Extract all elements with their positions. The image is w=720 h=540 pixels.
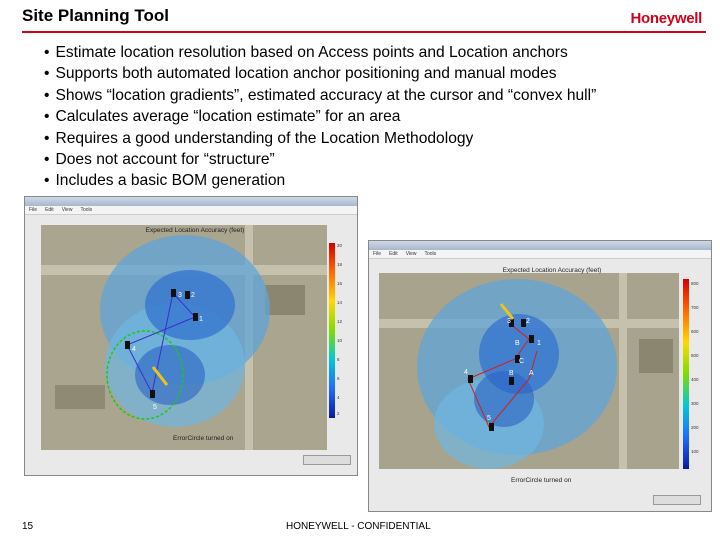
scale-tick: 20 (337, 243, 343, 248)
scale-tick: 2 (337, 411, 340, 416)
anchor-marker (125, 341, 130, 349)
marker-label: 4 (464, 369, 468, 376)
anchor-marker (529, 335, 534, 343)
bullet-list (44, 42, 596, 192)
menu-bar: File Edit View Tools (25, 206, 357, 215)
marker-label: 1 (537, 340, 541, 347)
status-text: ErrorCircle turned on (173, 435, 234, 442)
title-divider (22, 31, 706, 33)
window-titlebar (25, 197, 357, 206)
anchor-marker (489, 423, 494, 431)
right-app-screenshot (368, 240, 712, 512)
anchor-marker (171, 289, 176, 297)
anchor-marker (185, 291, 190, 299)
anchor-marker (468, 375, 473, 383)
color-scale-bar (329, 243, 335, 418)
transparency-slider[interactable] (653, 495, 701, 505)
bullet-item: • Does not account for “structure” (44, 149, 596, 170)
scale-tick: 12 (337, 319, 343, 324)
page-number: 15 (22, 521, 34, 532)
left-app-screenshot (24, 196, 358, 476)
marker-label: 2 (191, 292, 195, 299)
bullet-item: • Shows “location gradients”, estimated accuracy at the cursor and “convex hull” (44, 85, 596, 106)
bullet-item: • Estimate location resolution based on Access points and Location anchors (44, 42, 596, 63)
heat-blob (135, 345, 205, 405)
slide-title: Site Planning Tool (22, 6, 170, 25)
confidential-notice: HONEYWELL - CONFIDENTIAL (286, 521, 431, 532)
marker-label: 1 (199, 316, 203, 323)
marker-label: 3 (178, 292, 182, 299)
marker-label: B (509, 370, 514, 377)
marker-label: 5 (153, 404, 157, 411)
scale-tick: 400 (691, 377, 699, 382)
scale-tick: 18 (337, 262, 343, 267)
scale-tick: 800 (691, 281, 699, 286)
plot-title: Expected Location Accuracy (feet) (502, 267, 602, 274)
bullet-item: • Requires a good understanding of the Location Methodology (44, 128, 596, 149)
scale-tick: 8 (337, 357, 340, 362)
scale-tick: 16 (337, 281, 343, 286)
marker-label: 3 (507, 318, 511, 325)
map-building (55, 385, 105, 409)
marker-label: 4 (132, 346, 136, 353)
bullet-item: • Calculates average “location estimate” for an area (44, 106, 596, 127)
color-scale-bar (683, 279, 689, 469)
scale-tick: 14 (337, 300, 343, 305)
scale-tick: 10 (337, 338, 343, 343)
marker-label: 2 (526, 318, 530, 325)
plot-title: Expected Location Accuracy (feet) (145, 227, 245, 234)
marker-label: 5 (487, 415, 491, 422)
marker-label: B (515, 340, 520, 347)
bullet-item: • Includes a basic BOM generation (44, 170, 596, 191)
anchor-marker (150, 390, 155, 398)
heatmap-map (369, 259, 711, 511)
scale-tick: 700 (691, 305, 699, 310)
menu-bar: File Edit View Tools (369, 250, 711, 259)
scale-tick: 500 (691, 353, 699, 358)
scale-tick: 4 (337, 395, 340, 400)
scale-tick: 6 (337, 376, 340, 381)
map-building (265, 285, 305, 315)
anchor-marker (509, 377, 514, 385)
bullet-item: • Supports both automated location anchor positioning and manual modes (44, 63, 596, 84)
heat-blob (474, 371, 534, 427)
heat-blob (145, 270, 235, 340)
map-building (639, 339, 673, 373)
honeywell-logo: Honeywell (630, 10, 702, 27)
transparency-slider[interactable] (303, 455, 351, 465)
marker-label: A (529, 370, 534, 377)
map-road (619, 273, 627, 469)
status-text: ErrorCircle turned on (511, 477, 572, 484)
scale-tick: 300 (691, 401, 699, 406)
window-titlebar (369, 241, 711, 250)
marker-label: C (519, 358, 525, 365)
scale-tick: 200 (691, 425, 699, 430)
scale-tick: 600 (691, 329, 699, 334)
anchor-marker (193, 313, 198, 321)
scale-tick: 100 (691, 449, 699, 454)
